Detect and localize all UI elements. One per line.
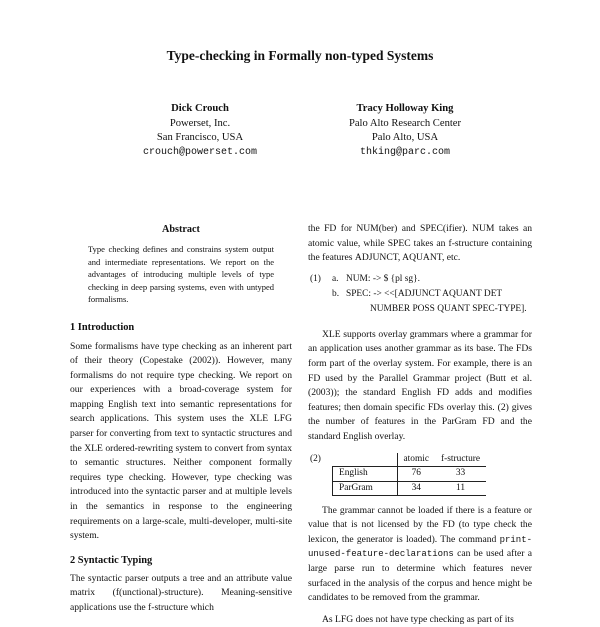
example-label-b: b. (332, 288, 340, 299)
example-1 (308, 272, 532, 320)
table-header-cell: atomic (397, 453, 435, 467)
left-column (70, 224, 292, 616)
table-cell: ParGram (333, 481, 398, 496)
right-column (308, 222, 532, 627)
author-email: thking@parc.com (359, 146, 450, 158)
author-email: crouch@powerset.com (142, 146, 258, 158)
section-heading-introduction: 1 Introduction (70, 321, 135, 333)
table-cell: 34 (397, 481, 435, 496)
introduction-text: Some formalisms have type checking as an inherent part of their theory (Copestake (2002)). However, many formalisms do not require type checking. We report on our experiences with a broad-coverage system for mapping English text into semantic representations for search applications. This system uses the XLE LFG parser for converting from text to syntactic structures and the XLE ordered-rewriting system to convert from syntax to semantic structures. Neither component formally requires type checking. However, type checking was introduced into the syntactic parser and at multiple levels in the semantics in response to the engineering requirements on a large-scale, multi-developer, multi-site system. (70, 340, 292, 542)
table-cell: 33 (455, 468, 466, 479)
example-number: (2) (310, 453, 321, 464)
feature-count-table (332, 453, 486, 497)
table-row (333, 481, 487, 496)
author-affiliation: Palo Alto Research Center (348, 117, 462, 129)
abstract-text: Type checking defines and constrains system output and intermediate representations. We report on the advantages of introducing multiple levels of type checking in deep parsing systems, even with untyped formalisms. (88, 244, 274, 304)
author-block-1 (90, 102, 310, 160)
example-number: (1) (310, 273, 321, 284)
table-header-cell (333, 453, 398, 467)
author-name: Dick Crouch (171, 103, 229, 114)
table-header-row (333, 453, 487, 467)
author-location: Palo Alto, USA (371, 132, 439, 143)
paragraph-overlay-grammars: XLE supports overlay grammars where a grammar for an application uses another grammar as its base. The FDs form part of the overlay system. For example, there is an FD used by the Parallel Grammar project (Butt et al. (2003)); the standard English FD adds and modifies features; then domain specific FDs overlay this. (2) gives the number of features in the ParGram FD and the standard English overlay. (308, 328, 532, 442)
syntactic-typing-text: The syntactic parser outputs a tree and an attribute value matrix (f(unctional)-structure). Meaning-sensitive applications use the f-structure which (70, 572, 292, 613)
example-1a-line: NUM: -> $ {pl sg}. (346, 273, 420, 284)
example-1b-continuation: NUMBER POSS QUANT SPEC-TYPE]. (370, 303, 527, 314)
author-block-2 (295, 102, 515, 160)
table-row (333, 467, 487, 482)
example-label-a: a. (332, 273, 339, 284)
abstract-heading: Abstract (162, 224, 200, 235)
paragraph-fd-licensing: The grammar cannot be loaded if there is a feature or value that is not licensed by the FD (to type check the lexicon, the generator is loaded). The command print-unused-feature-declarations can be used after a large parse run to determine which features never surfaced in the analysis of the corpus and hence might be candidates to be removed from the grammar. (308, 504, 532, 604)
table-cell: 76 (411, 468, 421, 479)
paper-title: Type-checking in Formally non-typed Systems (166, 48, 434, 63)
author-affiliation: Powerset, Inc. (169, 117, 231, 129)
example-2 (308, 453, 532, 497)
table-cell: 11 (435, 481, 486, 496)
author-location: San Francisco, USA (156, 132, 244, 143)
section-heading-syntactic-typing: 2 Syntactic Typing (70, 554, 153, 566)
author-name: Tracy Holloway King (356, 103, 454, 114)
paragraph-fd-features: the FD for NUM(ber) and SPEC(ifier). NUM takes an atomic value, while SPEC takes an f-structure containing the features ADJUNCT, AQUANT, etc. (308, 223, 532, 264)
example-1b-line: SPEC: -> <<[ADJUNCT AQUANT DET (346, 288, 503, 299)
paragraph-lfg-type-checking: As LFG does not have type checking as part of its (322, 613, 514, 625)
table-cell: English (333, 467, 398, 482)
table-header-cell: f-structure (435, 453, 486, 467)
